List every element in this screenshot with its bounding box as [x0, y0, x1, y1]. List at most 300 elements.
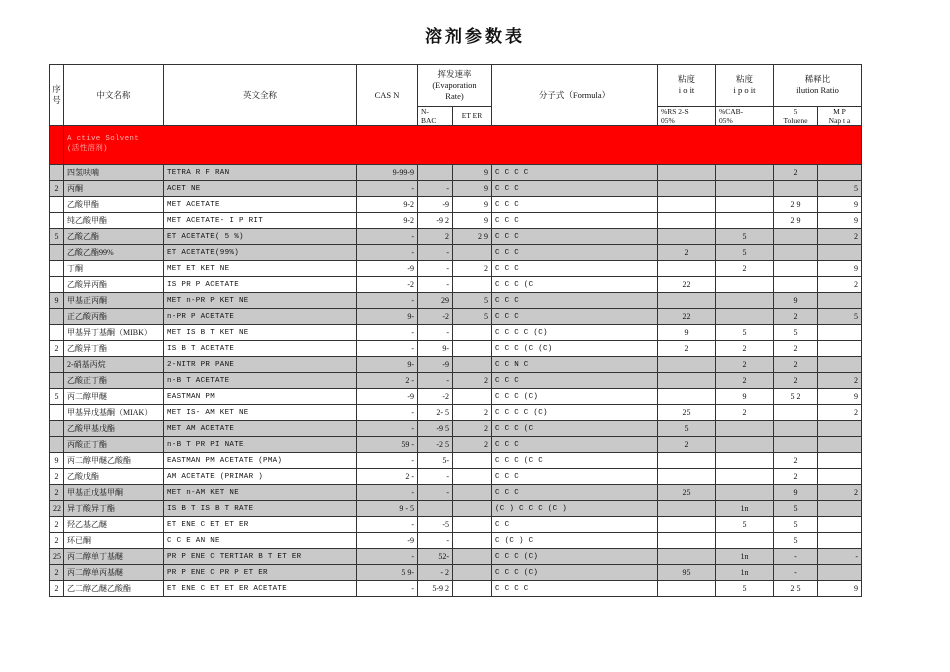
- row-visc2: 5: [716, 581, 774, 597]
- row-cn-name: 乙酸乙酯: [64, 229, 164, 245]
- row-en-name: ET ACETATE(99%): [164, 245, 357, 261]
- row-evap-ether: [453, 485, 492, 501]
- row-dil-naptha: 2: [818, 229, 862, 245]
- row-dil-toluene: [774, 181, 818, 197]
- row-seq: 9: [50, 293, 64, 309]
- row-cn-name: 正乙酸丙酯: [64, 309, 164, 325]
- row-seq: [50, 405, 64, 421]
- row-seq: [50, 213, 64, 229]
- row-visc1: 2: [658, 245, 716, 261]
- row-cn-name: 乙酸正丁酯: [64, 373, 164, 389]
- row-visc2: 2: [716, 261, 774, 277]
- row-cn-name: 乙二醇乙醚乙酸酯: [64, 581, 164, 597]
- row-evap-nbac: [418, 165, 453, 181]
- row-evap-nbac: -: [418, 485, 453, 501]
- row-visc1: 2: [658, 341, 716, 357]
- row-visc1: 22: [658, 309, 716, 325]
- row-visc2: [716, 485, 774, 501]
- table-row: [50, 341, 862, 357]
- row-visc1: [658, 501, 716, 517]
- row-visc1: 9: [658, 325, 716, 341]
- row-cas: -: [357, 341, 418, 357]
- row-dil-naptha: 9: [818, 261, 862, 277]
- row-dil-toluene: 5 2: [774, 389, 818, 405]
- row-visc2: [716, 213, 774, 229]
- row-cas: -: [357, 453, 418, 469]
- row-visc2: [716, 165, 774, 181]
- row-formula: C C C C: [492, 581, 658, 597]
- header-formula: 分子式（Formula）: [492, 65, 658, 126]
- row-seq: [50, 421, 64, 437]
- row-dil-toluene: 2: [774, 373, 818, 389]
- row-cn-name: 乙酸异丙酯: [64, 277, 164, 293]
- row-dil-toluene: 9: [774, 293, 818, 309]
- row-evap-nbac: -: [418, 277, 453, 293]
- row-formula: C C C (C: [492, 277, 658, 293]
- row-cas: -: [357, 181, 418, 197]
- row-evap-nbac: -: [418, 245, 453, 261]
- row-formula: C C C C (C): [492, 405, 658, 421]
- row-evap-ether: [453, 517, 492, 533]
- row-dil-naptha: [818, 165, 862, 181]
- row-cas: -: [357, 325, 418, 341]
- row-dil-naptha: 9: [818, 389, 862, 405]
- header-evap-nbac: N- BAC: [418, 106, 453, 125]
- row-cas: -: [357, 245, 418, 261]
- row-evap-ether: [453, 325, 492, 341]
- row-visc2: 2: [716, 341, 774, 357]
- row-visc1: [658, 533, 716, 549]
- row-en-name: n-B T ACETATE: [164, 373, 357, 389]
- row-cn-name: 丙二醇单丙基醚: [64, 565, 164, 581]
- row-evap-ether: [453, 533, 492, 549]
- row-visc2: 2: [716, 357, 774, 373]
- row-cn-name: 2-硝基丙烷: [64, 357, 164, 373]
- row-dil-naptha: [818, 357, 862, 373]
- row-dil-naptha: [818, 293, 862, 309]
- row-seq: [50, 437, 64, 453]
- header-visc1-sub: %RS 2-S 05%: [658, 106, 716, 125]
- row-visc2: [716, 437, 774, 453]
- table-row: [50, 197, 862, 213]
- row-visc1: [658, 181, 716, 197]
- row-cas: -: [357, 405, 418, 421]
- header-visc2-sub: %CAB- 05%: [716, 106, 774, 125]
- row-cas: 9-2: [357, 197, 418, 213]
- row-visc2: 2: [716, 405, 774, 421]
- row-evap-nbac: -: [418, 325, 453, 341]
- row-cas: 9-99-9: [357, 165, 418, 181]
- row-evap-ether: 9: [453, 165, 492, 181]
- row-evap-nbac: 5-9 2: [418, 581, 453, 597]
- row-dil-toluene: [774, 229, 818, 245]
- row-formula: C C C: [492, 245, 658, 261]
- row-evap-nbac: -: [418, 373, 453, 389]
- row-visc2: 1n: [716, 565, 774, 581]
- header-cas: CAS N: [357, 65, 418, 126]
- header-dil-naptha: M P Nap t a: [818, 106, 862, 125]
- row-dil-toluene: 2: [774, 341, 818, 357]
- row-cas: -: [357, 293, 418, 309]
- table-row: [50, 581, 862, 597]
- row-cn-name: 乙酸异丁酯: [64, 341, 164, 357]
- header-visc1: 粘度 i o it: [658, 65, 716, 107]
- row-seq: [50, 165, 64, 181]
- row-cn-name: 异丁酸异丁酯: [64, 501, 164, 517]
- table-row: [50, 229, 862, 245]
- table-row: [50, 549, 862, 565]
- row-dil-toluene: -: [774, 565, 818, 581]
- table-row: [50, 501, 862, 517]
- table-row: [50, 405, 862, 421]
- row-evap-ether: [453, 277, 492, 293]
- row-dil-toluene: 2 9: [774, 213, 818, 229]
- row-dil-naptha: [818, 565, 862, 581]
- row-cn-name: 丙二醇甲醚: [64, 389, 164, 405]
- row-en-name: PR P ENE C PR P ET ER: [164, 565, 357, 581]
- table-row: [50, 389, 862, 405]
- row-dil-naptha: [818, 501, 862, 517]
- row-seq: [50, 245, 64, 261]
- table-row: [50, 437, 862, 453]
- row-evap-nbac: -: [418, 469, 453, 485]
- row-evap-ether: 9: [453, 181, 492, 197]
- row-formula: C C C C (C): [492, 325, 658, 341]
- row-seq: 2: [50, 581, 64, 597]
- row-visc1: [658, 469, 716, 485]
- row-evap-nbac: -5: [418, 517, 453, 533]
- row-visc1: 22: [658, 277, 716, 293]
- row-formula: C C C (C): [492, 565, 658, 581]
- row-seq: 2: [50, 565, 64, 581]
- row-cas: -: [357, 549, 418, 565]
- row-formula: (C ) C C C (C ): [492, 501, 658, 517]
- solvent-parameter-table: [49, 64, 862, 597]
- row-dil-naptha: 2: [818, 485, 862, 501]
- row-formula: C C C (C): [492, 389, 658, 405]
- row-formula: C C C (C (C): [492, 341, 658, 357]
- row-evap-ether: [453, 357, 492, 373]
- row-en-name: ACET NE: [164, 181, 357, 197]
- row-evap-ether: [453, 453, 492, 469]
- row-cn-name: 环已酮: [64, 533, 164, 549]
- row-evap-nbac: 9-: [418, 341, 453, 357]
- header-cn-name: 中文名称: [64, 65, 164, 126]
- row-seq: [50, 373, 64, 389]
- row-visc2: [716, 309, 774, 325]
- row-en-name: ET ENE C ET ET ER ACETATE: [164, 581, 357, 597]
- row-visc2: 5: [716, 325, 774, 341]
- row-en-name: MET IS B T KET NE: [164, 325, 357, 341]
- row-dil-toluene: 5: [774, 517, 818, 533]
- row-evap-nbac: -: [418, 181, 453, 197]
- row-visc1: [658, 261, 716, 277]
- row-evap-ether: [453, 565, 492, 581]
- row-seq: 2: [50, 469, 64, 485]
- row-seq: 2: [50, 485, 64, 501]
- row-cas: -: [357, 421, 418, 437]
- row-dil-toluene: 2: [774, 453, 818, 469]
- row-cas: 59 -: [357, 437, 418, 453]
- row-dil-toluene: 2: [774, 469, 818, 485]
- table-row: [50, 165, 862, 181]
- row-cn-name: 乙酸甲基戊酯: [64, 421, 164, 437]
- row-en-name: EASTMAN PM ACETATE (PMA): [164, 453, 357, 469]
- table-row: [50, 453, 862, 469]
- row-dil-toluene: [774, 245, 818, 261]
- row-cn-name: 纯乙酸甲酯: [64, 213, 164, 229]
- row-visc1: 5: [658, 421, 716, 437]
- row-dil-toluene: 2: [774, 165, 818, 181]
- row-formula: C C C: [492, 261, 658, 277]
- row-en-name: MET IS- AM KET NE: [164, 405, 357, 421]
- row-formula: C C C (C): [492, 549, 658, 565]
- row-formula: C C C: [492, 181, 658, 197]
- row-visc1: [658, 165, 716, 181]
- header-evap-ether: ET ER: [453, 106, 492, 125]
- row-seq: 25: [50, 549, 64, 565]
- row-visc1: [658, 581, 716, 597]
- row-seq: [50, 197, 64, 213]
- row-visc1: [658, 357, 716, 373]
- row-dil-naptha: 9: [818, 581, 862, 597]
- row-evap-nbac: -: [418, 261, 453, 277]
- row-dil-naptha: [818, 533, 862, 549]
- row-cn-name: 丁酮: [64, 261, 164, 277]
- row-formula: C C N C: [492, 357, 658, 373]
- row-cas: 2 -: [357, 373, 418, 389]
- row-cas: -9: [357, 389, 418, 405]
- row-dil-naptha: [818, 325, 862, 341]
- table-row: [50, 485, 862, 501]
- row-formula: C C C: [492, 229, 658, 245]
- header-seq: 序号: [50, 65, 64, 126]
- header-dil-toluene: 5 Toluene: [774, 106, 818, 125]
- row-evap-ether: [453, 549, 492, 565]
- row-dil-toluene: 2: [774, 357, 818, 373]
- row-visc2: [716, 421, 774, 437]
- row-en-name: ET ENE C ET ET ER: [164, 517, 357, 533]
- row-seq: 2: [50, 517, 64, 533]
- row-dil-naptha: [818, 469, 862, 485]
- row-cas: 9-2: [357, 213, 418, 229]
- row-formula: C C C (C C: [492, 453, 658, 469]
- row-dil-toluene: [774, 277, 818, 293]
- row-visc2: [716, 293, 774, 309]
- row-seq: [50, 325, 64, 341]
- header-evap-rate: 挥发速率 (Evaporation Rate): [418, 65, 492, 107]
- row-en-name: MET ET KET NE: [164, 261, 357, 277]
- row-cas: 9-: [357, 309, 418, 325]
- row-formula: C (C ) C: [492, 533, 658, 549]
- row-dil-naptha: [818, 437, 862, 453]
- table-row: [50, 517, 862, 533]
- row-evap-ether: 5: [453, 309, 492, 325]
- row-formula: C C: [492, 517, 658, 533]
- row-en-name: TETRA R F RAN: [164, 165, 357, 181]
- row-evap-nbac: -: [418, 533, 453, 549]
- row-formula: C C C: [492, 469, 658, 485]
- row-visc2: [716, 197, 774, 213]
- row-en-name: MET n-PR P KET NE: [164, 293, 357, 309]
- row-formula: C C C: [492, 213, 658, 229]
- row-visc2: [716, 453, 774, 469]
- row-en-name: MET n-AM KET NE: [164, 485, 357, 501]
- row-visc1: [658, 373, 716, 389]
- row-evap-ether: 2 9: [453, 229, 492, 245]
- row-visc2: [716, 469, 774, 485]
- row-evap-ether: 5: [453, 293, 492, 309]
- row-cas: 9-: [357, 357, 418, 373]
- row-seq: 5: [50, 389, 64, 405]
- table-row: [50, 533, 862, 549]
- table-row: [50, 293, 862, 309]
- header-dilution: 稀释比 ilution Ratio: [774, 65, 862, 107]
- table-row: [50, 245, 862, 261]
- table-row: [50, 181, 862, 197]
- row-cn-name: 乙酸甲酯: [64, 197, 164, 213]
- row-evap-nbac: 52-: [418, 549, 453, 565]
- row-dil-naptha: [818, 245, 862, 261]
- row-cn-name: 甲基异丁基酮（MIBK）: [64, 325, 164, 341]
- row-evap-nbac: -9 5: [418, 421, 453, 437]
- table-row: [50, 277, 862, 293]
- row-en-name: IS B T IS B T RATE: [164, 501, 357, 517]
- row-dil-toluene: 5: [774, 533, 818, 549]
- table-row: [50, 469, 862, 485]
- row-evap-ether: [453, 341, 492, 357]
- row-cn-name: 丙二醇单丁基醚: [64, 549, 164, 565]
- row-cn-name: 丙二醇甲醚乙酸酯: [64, 453, 164, 469]
- table-row: [50, 213, 862, 229]
- row-dil-naptha: 2: [818, 373, 862, 389]
- table-row: [50, 373, 862, 389]
- table-row: [50, 565, 862, 581]
- row-en-name: AM ACETATE (PRIMAR ): [164, 469, 357, 485]
- row-seq: [50, 261, 64, 277]
- row-visc2: 2: [716, 373, 774, 389]
- row-seq: [50, 357, 64, 373]
- row-formula: C C C C: [492, 165, 658, 181]
- row-evap-nbac: 2- 5: [418, 405, 453, 421]
- row-evap-ether: [453, 501, 492, 517]
- row-evap-ether: 2: [453, 421, 492, 437]
- row-evap-nbac: -2: [418, 389, 453, 405]
- row-cn-name: 甲基正戊基甲酮: [64, 485, 164, 501]
- row-dil-toluene: [774, 421, 818, 437]
- row-cn-name: 羟乙基乙醚: [64, 517, 164, 533]
- row-visc2: 5: [716, 245, 774, 261]
- row-evap-ether: 2: [453, 405, 492, 421]
- section-cell-seq: [50, 126, 64, 165]
- row-cn-name: 丙酸正丁酯: [64, 437, 164, 453]
- page-title: 溶剂参数表: [425, 27, 525, 47]
- row-visc2: [716, 181, 774, 197]
- row-evap-ether: [453, 581, 492, 597]
- row-cas: -: [357, 517, 418, 533]
- row-evap-nbac: -9: [418, 197, 453, 213]
- row-dil-naptha: -: [818, 549, 862, 565]
- row-evap-nbac: 5-: [418, 453, 453, 469]
- row-cas: 9 - 5: [357, 501, 418, 517]
- row-formula: C C C: [492, 197, 658, 213]
- row-en-name: EASTMAN PM: [164, 389, 357, 405]
- row-seq: 2: [50, 533, 64, 549]
- row-dil-naptha: 9: [818, 213, 862, 229]
- row-dil-naptha: [818, 453, 862, 469]
- row-dil-naptha: [818, 517, 862, 533]
- row-visc1: [658, 389, 716, 405]
- row-visc2: 9: [716, 389, 774, 405]
- row-evap-nbac: -2: [418, 309, 453, 325]
- table-row: [50, 421, 862, 437]
- row-en-name: MET AM ACETATE: [164, 421, 357, 437]
- row-visc1: [658, 453, 716, 469]
- row-dil-naptha: 2: [818, 277, 862, 293]
- row-cn-name: 乙酸戊酯: [64, 469, 164, 485]
- row-cas: -: [357, 229, 418, 245]
- row-dil-toluene: [774, 405, 818, 421]
- row-visc1: 25: [658, 485, 716, 501]
- row-seq: 2: [50, 181, 64, 197]
- row-seq: [50, 309, 64, 325]
- row-dil-toluene: [774, 261, 818, 277]
- row-formula: C C C: [492, 293, 658, 309]
- row-cas: -: [357, 581, 418, 597]
- row-cn-name: 甲基异戊基酮（MIAK）: [64, 405, 164, 421]
- row-en-name: MET ACETATE: [164, 197, 357, 213]
- row-en-name: IS PR P ACETATE: [164, 277, 357, 293]
- row-seq: [50, 277, 64, 293]
- row-seq: 9: [50, 453, 64, 469]
- table-row: [50, 261, 862, 277]
- row-en-name: MET ACETATE- I P RIT: [164, 213, 357, 229]
- row-visc2: 5: [716, 229, 774, 245]
- row-seq: 2: [50, 341, 64, 357]
- row-en-name: 2-NITR PR PANE: [164, 357, 357, 373]
- row-cas: 5 9-: [357, 565, 418, 581]
- row-cn-name: 丙酮: [64, 181, 164, 197]
- row-visc1: [658, 213, 716, 229]
- row-visc1: 95: [658, 565, 716, 581]
- row-visc1: [658, 229, 716, 245]
- table-row: [50, 325, 862, 341]
- row-dil-naptha: 5: [818, 181, 862, 197]
- row-visc1: [658, 197, 716, 213]
- row-visc1: [658, 293, 716, 309]
- row-evap-nbac: [418, 501, 453, 517]
- row-evap-ether: 2: [453, 261, 492, 277]
- row-formula: C C C: [492, 437, 658, 453]
- row-evap-nbac: -9: [418, 357, 453, 373]
- row-evap-nbac: -9 2: [418, 213, 453, 229]
- header-visc2: 粘度 i p o it: [716, 65, 774, 107]
- row-visc1: 25: [658, 405, 716, 421]
- row-evap-ether: 9: [453, 213, 492, 229]
- row-evap-nbac: 29: [418, 293, 453, 309]
- row-formula: C C C: [492, 309, 658, 325]
- row-en-name: IS B T ACETATE: [164, 341, 357, 357]
- row-dil-toluene: 5: [774, 501, 818, 517]
- row-visc2: [716, 533, 774, 549]
- table-row: [50, 357, 862, 373]
- row-formula: C C C: [492, 485, 658, 501]
- row-evap-nbac: - 2: [418, 565, 453, 581]
- row-cas: -: [357, 485, 418, 501]
- row-cn-name: 乙酸乙酯99%: [64, 245, 164, 261]
- row-visc1: [658, 549, 716, 565]
- row-dil-naptha: 5: [818, 309, 862, 325]
